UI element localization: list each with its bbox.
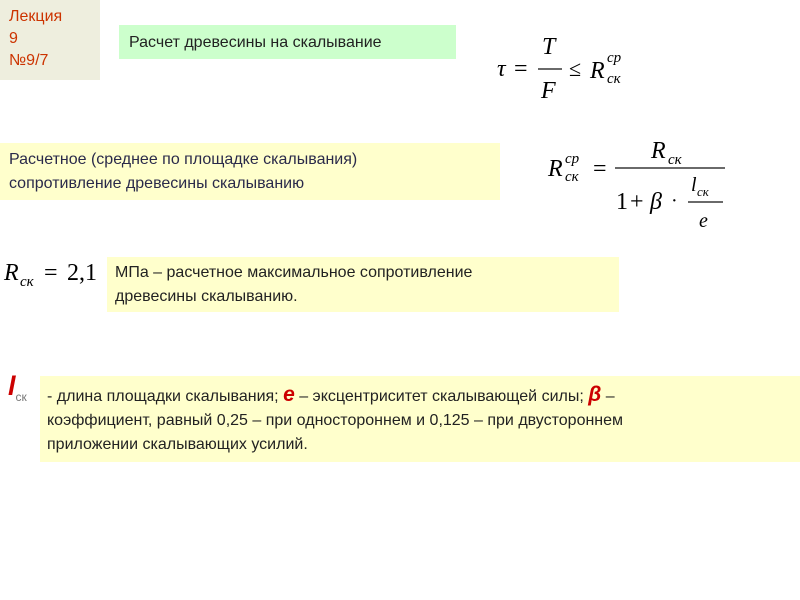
formula1-R: R (590, 58, 605, 84)
mpa-line-2: древесины скалыванию. (115, 288, 298, 305)
formula1-sup: ср (607, 50, 622, 66)
lecture-number: 9 (9, 30, 18, 47)
formula2-eq: = (593, 156, 607, 182)
beta-symbol: β (588, 383, 602, 406)
formula-average-resistance (545, 135, 730, 235)
formula2-num-R: R (651, 138, 666, 164)
formula2-sup: ср (565, 151, 580, 167)
notes-line-2: коэффициент, равный 0,25 – при одностороннем и 0,125 – при двустороннем (47, 412, 624, 429)
formula3-R: R (4, 260, 19, 286)
notes-box (40, 376, 800, 462)
definition-line-2: сопротивление древесины скалыванию (9, 175, 305, 192)
mpa-box (107, 257, 619, 312)
definition-line-1: Расчетное (среднее по площадке скалывания) (9, 151, 358, 168)
notes-eccentricity-text: – эксцентриситет скалывающей силы; (294, 388, 589, 405)
formula2-num-sub: ск (668, 152, 682, 168)
formula3-sub: ск (20, 274, 34, 290)
l-symbol-sub: ск (15, 390, 27, 404)
slide-title (119, 25, 456, 59)
formula3-value: 2,1 (67, 260, 97, 286)
formula-max-resistance (0, 252, 105, 296)
formula2-sub: ск (565, 169, 579, 185)
notes-length-text: - длина площадки скалывания; (47, 388, 284, 405)
formula1-numerator: T (542, 34, 556, 60)
formula1-denominator: F (541, 78, 556, 104)
formula1-sub: ск (607, 71, 621, 87)
notes-line-1 (47, 383, 800, 409)
formula2-den-one: 1 (616, 189, 628, 215)
formula2-R: R (548, 156, 563, 182)
slide-number: №9/7 (9, 52, 49, 69)
formula2-dot: · (671, 190, 678, 212)
formula2-den-plus: + (630, 189, 644, 215)
formula2-e: e (699, 210, 708, 232)
formula1-eq: = (514, 56, 528, 82)
l-symbol: l (8, 371, 16, 401)
lecture-label: Лекция (9, 8, 63, 25)
notes-line-3: приложении скалывающих усилий. (47, 436, 308, 453)
formula3-eq: = (44, 260, 58, 286)
formula2-l-sub: ск (697, 184, 709, 199)
l-ck-symbol (8, 371, 27, 402)
formula2-beta: β (650, 189, 662, 215)
formula1-leq: ≤ (569, 56, 582, 81)
definition-box (0, 143, 500, 200)
mpa-line-1: МПа – расчетное максимальное сопротивление (115, 264, 473, 281)
formula2-l: l (691, 174, 697, 196)
e-symbol: e (283, 383, 295, 406)
slide-title-text: Расчет древесины на скалывание (129, 34, 382, 51)
lecture-badge (0, 0, 100, 80)
notes-dash: – (601, 388, 615, 405)
formula1-tau: τ (497, 56, 506, 82)
formula-shear-stress (490, 28, 640, 108)
